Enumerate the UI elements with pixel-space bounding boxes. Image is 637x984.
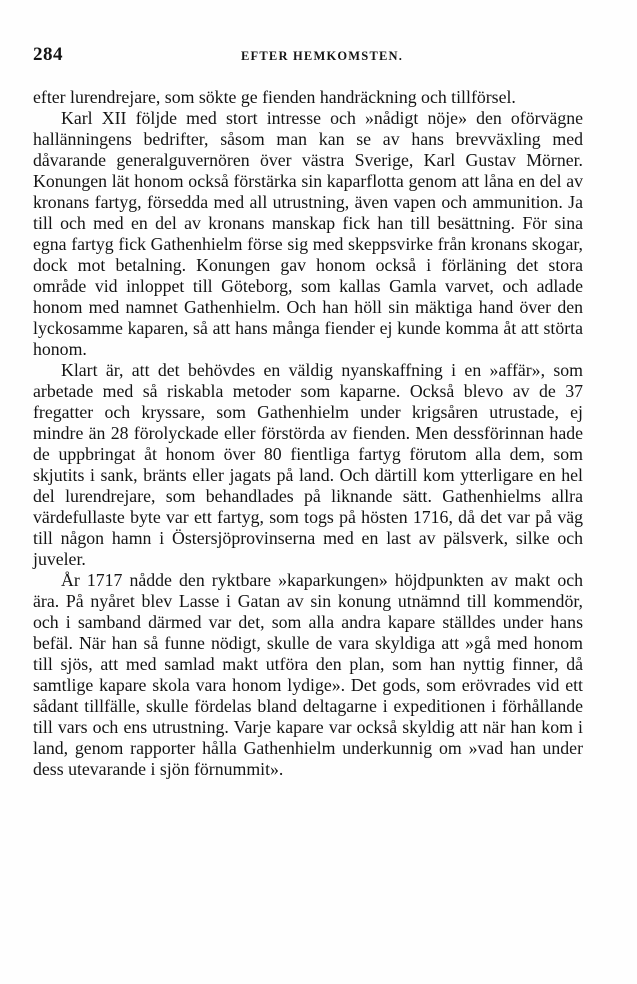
paragraph: Klart är, att det behövdes en väldig nyanskaffning i en »affär», som arbetade med så riskabla metoder som kaparne. Också blevo av de 37 fregatter och kryssare, som Gathenhielm under krigsåren utrustade, ej mindre än 28 förolyckade eller förstörda av fienden. Men dessförinnan hade de uppbringat åt honom över 80 fientliga fartyg förutom alla dem, som skjutits i sank, bränts eller jagats på land. Och därtill kom ytterligare en hel del lurendrejare, som behandlades på liknande sätt. Gathenhielms allra värdefullaste byte var ett fartyg, som togs på hösten 1716, då det var på väg till någon hamn i Östersjöprovinserna med en last av pälsverk, silke och juveler. [33, 360, 583, 569]
body-text [33, 87, 583, 780]
paragraph: År 1717 nådde den ryktbare »kaparkungen» höjdpunkten av makt och ära. På nyåret blev Lasse i Gatan av sin konung utnämnd till kommendör, och i samband därmed var det, som alla andra kapare ställdes under hans befäl. När han så funne nödigt, skulle de vara skyldiga att »gå med honom till sjös, att med samlad makt utföra den plan, som han nyttig finner, då samtlige kapare skola vara honom lydige». Det gods, som erövrades vid ett sådant tillfälle, skulle fördelas bland deltagarne i expeditionen i förhållande till vars och ens utrustning. Varje kapare var också skyldig att när han kom i land, genom rapporter hålla Gathenhielm underkunnig om »vad han under dess utevarande i sjön förnummit». [33, 570, 583, 779]
paragraph: Karl XII följde med stort intresse och »nådigt nöje» den oförvägne hallänningens bedrifter, såsom man kan se av hans brevväxling med dåvarande generalguvernören över västra Sverige, Karl Gustav Mörner. Konungen lät honom också förstärka sin kaparflotta genom att låna en del av kronans fartyg, försedda med all utrustning, även vapen och ammunition. Ja till och med en del av kronans manskap fick han till besättning. För sina egna fartyg fick Gathenhielm förse sig med skeppsvirke från kronans skogar, dock mot betalning. Konungen gav honom också i förläning det stora område vid inloppet till Göteborg, som kallas Gamla varvet, och adlade honom med namnet Gathenhielm. Och han höll sin mäktiga hand över den lyckosamme kaparen, så att hans många fiender ej kunde komma åt att störta honom. [33, 108, 583, 359]
paragraph-continuation: efter lurendrejare, som sökte ge fienden handräckning och tillförsel. [33, 87, 516, 107]
running-head: EFTER HEMKOMSTEN. [241, 49, 404, 63]
page-number: 284 [33, 44, 63, 65]
page-header [33, 44, 583, 70]
